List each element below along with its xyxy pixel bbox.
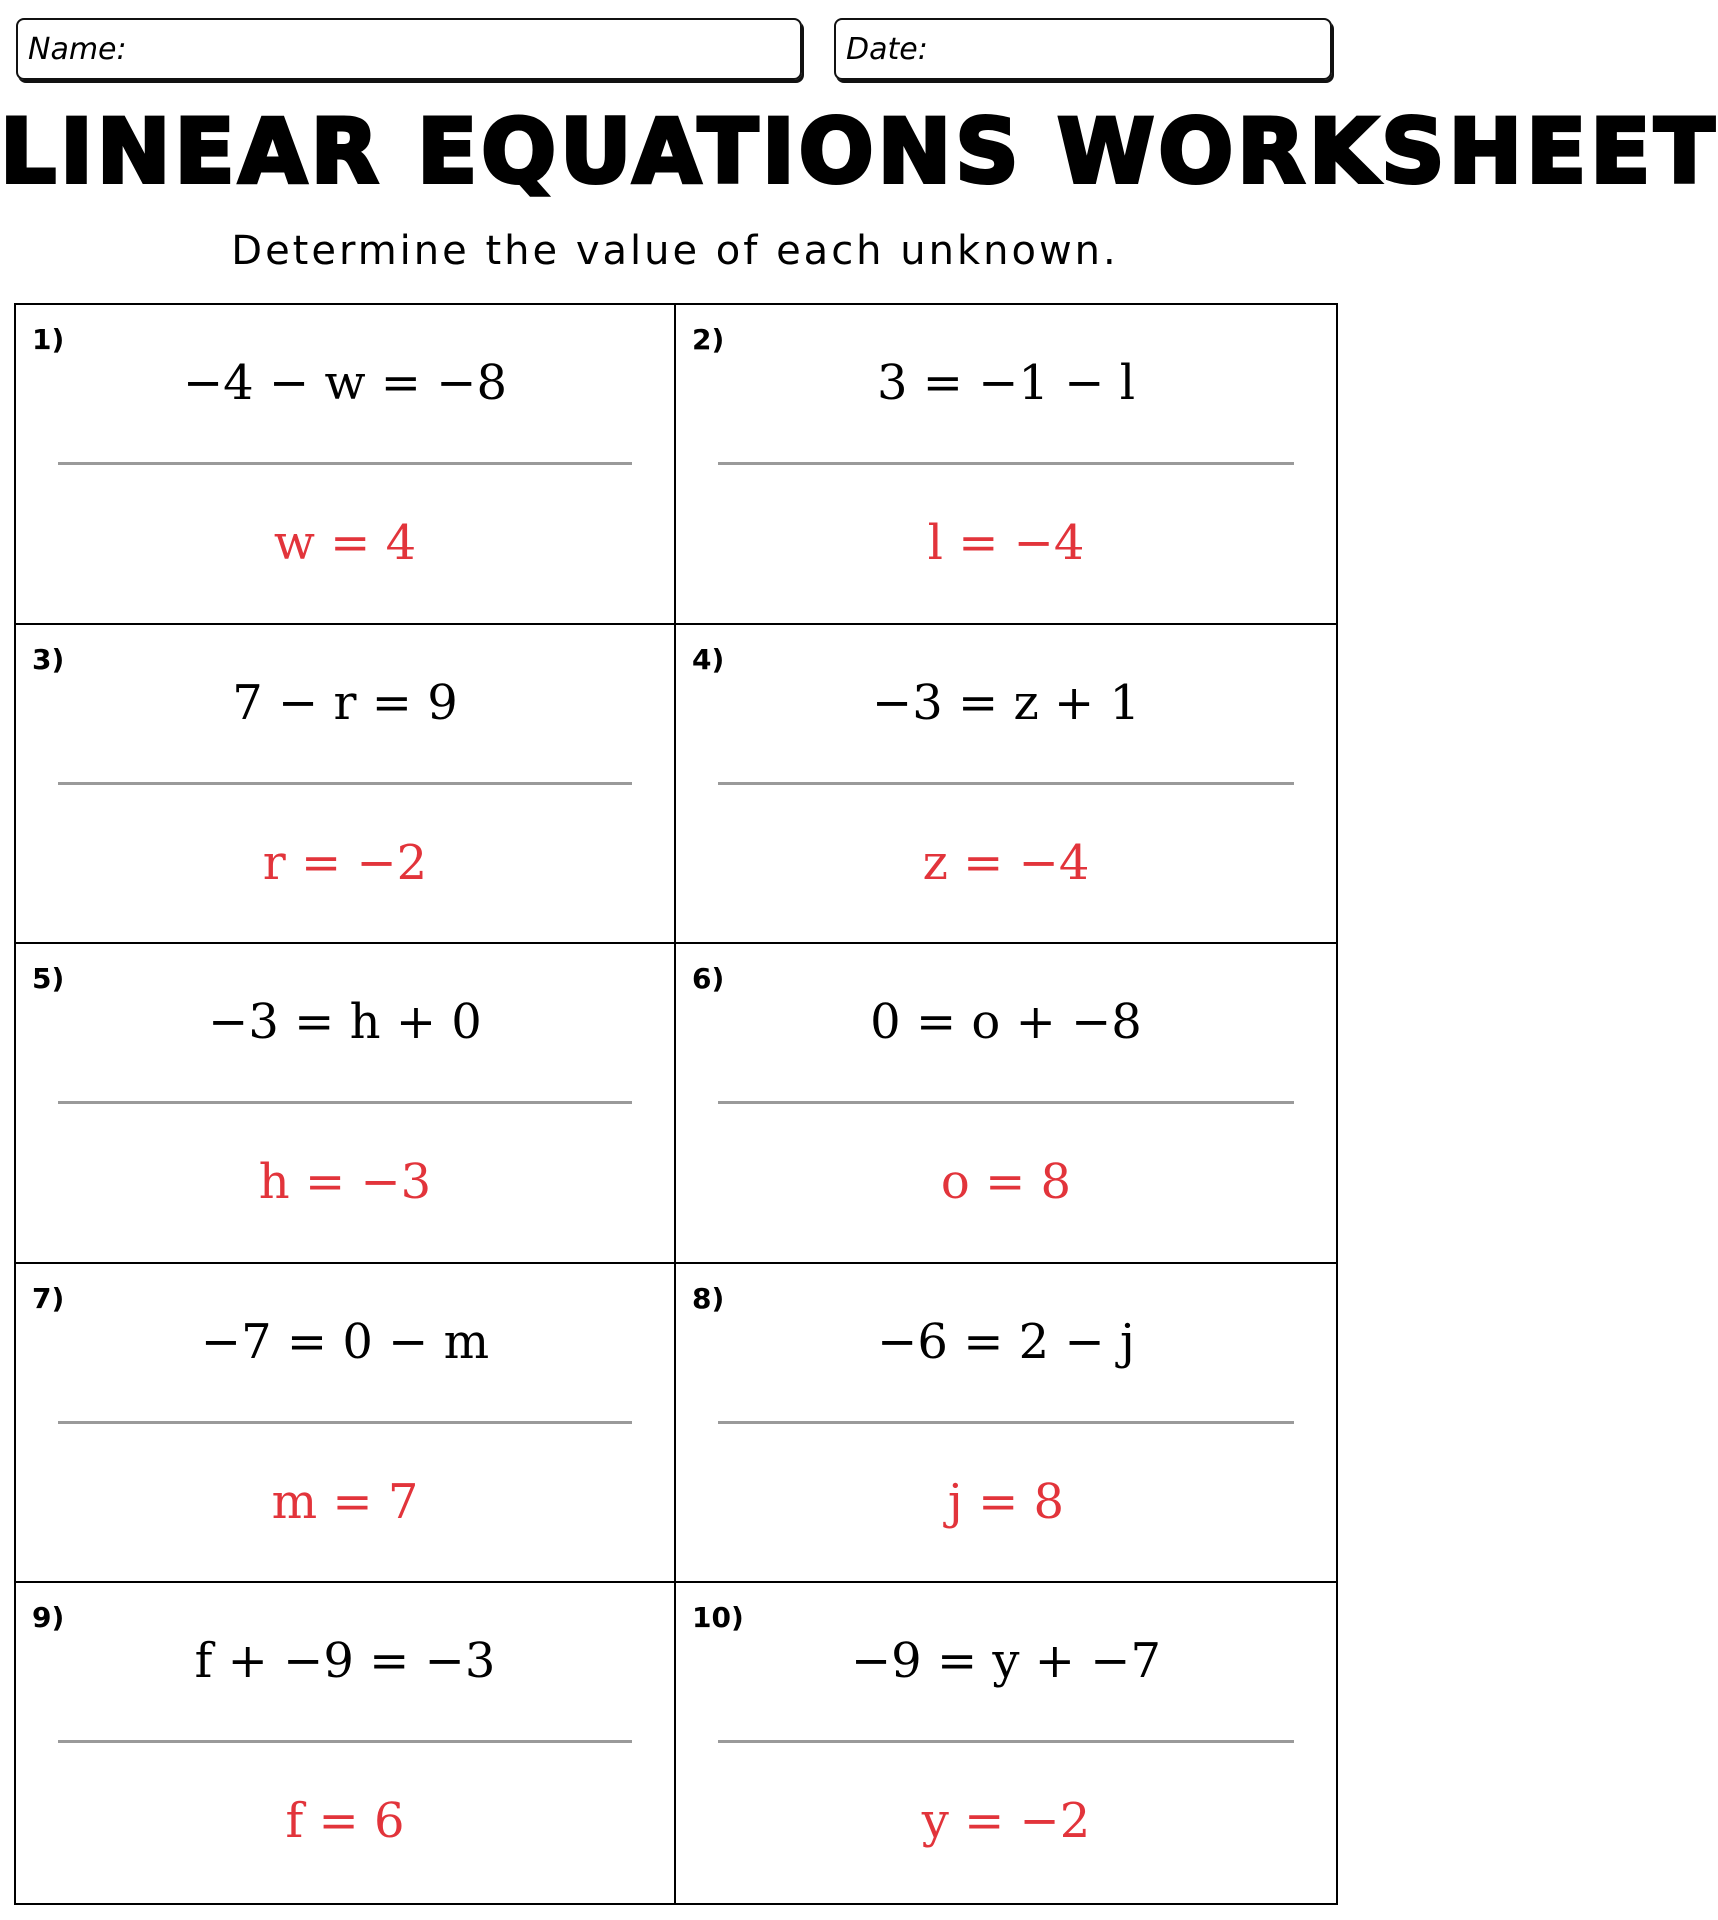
problem-cell-2 [676, 305, 1336, 625]
problem-answer: y = −2 [921, 1793, 1091, 1850]
answer-line [718, 1421, 1294, 1424]
answer-line [718, 1740, 1294, 1743]
problem-equation: −6 = 2 − j [877, 1313, 1135, 1370]
answer-line [58, 1421, 632, 1424]
problem-cell-1 [16, 305, 676, 625]
problem-number: 1) [32, 323, 65, 356]
date-label: Date: [846, 32, 928, 67]
problem-number: 8) [692, 1281, 725, 1315]
problem-answer: f = 6 [285, 1793, 405, 1850]
problem-answer: j = 8 [947, 1473, 1065, 1530]
problem-cell-9 [16, 1583, 676, 1903]
problem-equation: −7 = 0 − m [200, 1313, 490, 1370]
problem-number: 7) [32, 1281, 65, 1315]
problem-cell-8 [676, 1264, 1336, 1584]
name-label: Name: [28, 32, 127, 67]
problem-number: 5) [32, 962, 65, 996]
problem-cell-5 [16, 944, 676, 1264]
worksheet-title: LINEAR EQUATIONS WORKSHEET [0, 100, 1718, 203]
problem-answer: o = 8 [940, 1154, 1072, 1211]
problem-grid [14, 303, 1338, 1905]
problem-cell-4 [676, 625, 1336, 945]
problem-equation: 3 = −1 − l [876, 355, 1136, 411]
answer-line [718, 1101, 1294, 1104]
answer-line [58, 782, 632, 785]
problem-number: 3) [32, 642, 65, 676]
problem-answer: h = −3 [258, 1154, 432, 1211]
date-field[interactable] [834, 18, 1332, 80]
problem-equation: f + −9 = −3 [194, 1633, 496, 1690]
answer-line [58, 1740, 632, 1743]
problem-answer: m = 7 [271, 1473, 419, 1530]
problem-answer: z = −4 [922, 834, 1090, 891]
problem-cell-6 [676, 944, 1336, 1264]
problem-cell-10 [676, 1583, 1336, 1903]
problem-equation: 7 − r = 9 [232, 674, 458, 731]
problem-equation: −9 = y + −7 [850, 1633, 1162, 1690]
problem-number: 9) [32, 1601, 65, 1635]
problem-equation: −4 − w = −8 [182, 355, 508, 411]
problem-answer: l = −4 [927, 515, 1085, 571]
problem-answer: r = −2 [262, 834, 428, 891]
answer-line [718, 782, 1294, 785]
name-field[interactable] [16, 18, 802, 80]
problem-number: 10) [692, 1601, 744, 1635]
answer-line [58, 462, 632, 465]
problem-cell-7 [16, 1264, 676, 1584]
problem-number: 2) [692, 323, 725, 356]
problem-number: 4) [692, 642, 725, 676]
problem-answer: w = 4 [273, 515, 417, 571]
problem-equation: −3 = z + 1 [871, 674, 1141, 731]
answer-line [718, 462, 1294, 465]
problem-number: 6) [692, 962, 725, 996]
problem-cell-3 [16, 625, 676, 945]
problem-equation: −3 = h + 0 [208, 994, 482, 1051]
instructions: Determine the value of each unknown. [231, 228, 1119, 274]
problem-equation: 0 = o + −8 [870, 994, 1142, 1051]
answer-line [58, 1101, 632, 1104]
